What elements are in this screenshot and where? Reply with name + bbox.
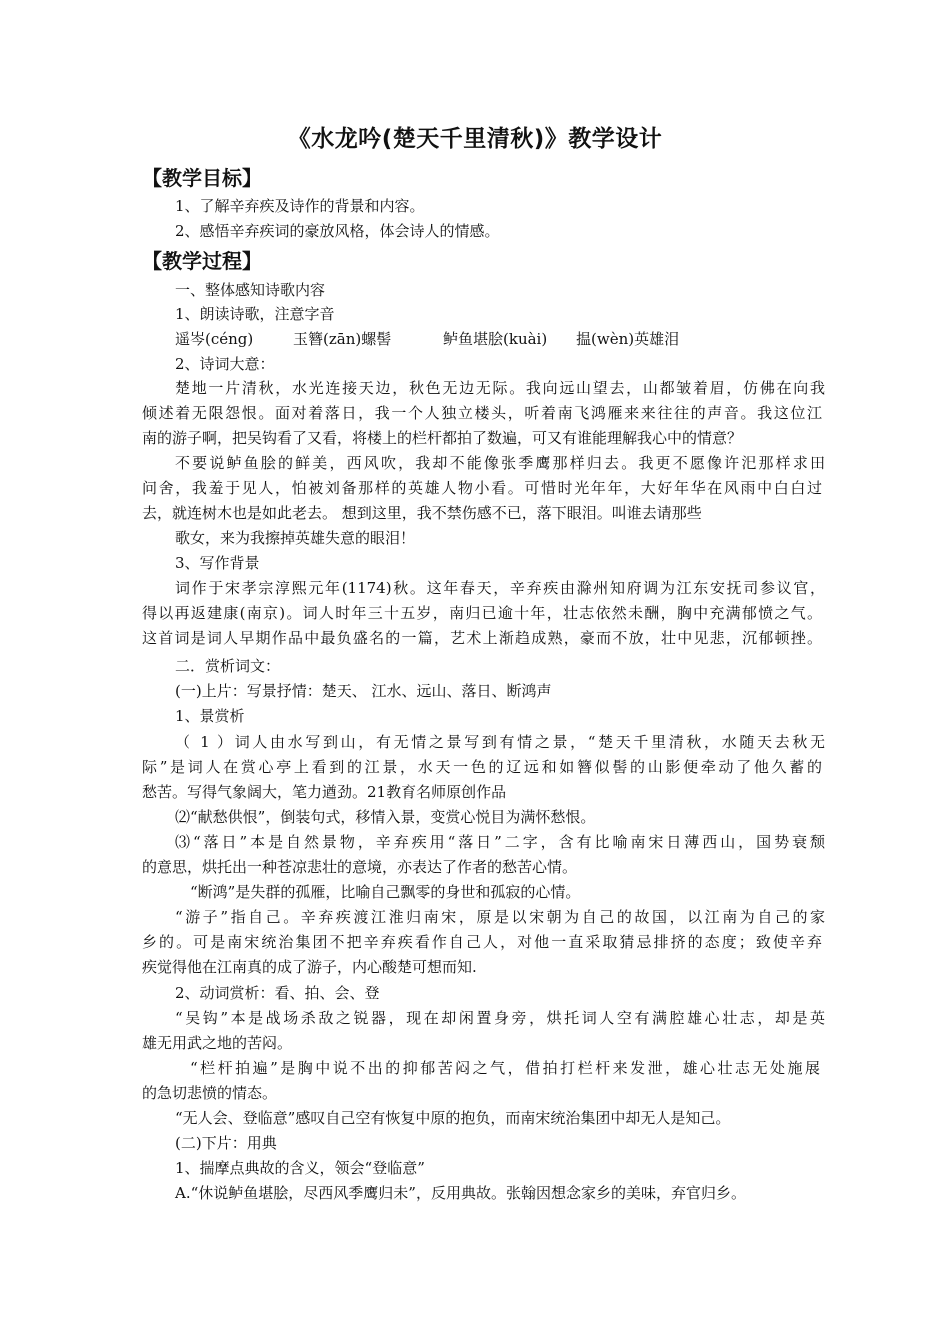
paragraph-line: （ 1 ）词人由水写到山，有无情之景写到有情之景，“楚天千里清秋，水随天去秋无 — [175, 733, 825, 751]
subsection-heading: 1、景赏析 — [175, 707, 245, 725]
pronunciation-line — [175, 328, 825, 350]
paragraph-line: “无人会、登临意”感叹自己空有恢复中原的抱负，而南宋统治集团中却无人是知己。 — [175, 1109, 731, 1127]
paragraph-line: 际”是词人在赏心亭上看到的江景，水天一色的辽远和如簪似髻的山影便牵动了他久蓄的 — [142, 758, 822, 776]
subsection-heading: (一)上片：写景抒情：楚天、 江水、远山、落日、断鸿声 — [175, 682, 552, 700]
subsection-heading: 1、揣摩点典故的含义，领会“登临意” — [175, 1159, 425, 1177]
heading-teaching-goals: 【教学目标】 — [142, 166, 262, 190]
paragraph-line: 不要说鲈鱼脍的鲜美，西风吹，我却不能像张季鹰那样归去。我更不愿像许汜那样求田 — [175, 454, 825, 472]
subsection-heading: 2、动词赏析：看、拍、会、登 — [175, 984, 380, 1002]
paragraph-line: 倾述着无限怨恨。面对着落日，我一个人独立楼头，听着南飞鸿雁来来往往的声音。我这位江 — [142, 404, 822, 422]
paragraph-line: 南的游子啊，把吴钩看了又看，将楼上的栏杆都拍了数遍，可又有谁能理解我心中的情意？ — [142, 429, 743, 447]
paragraph-line: 愁苦。写得气象阔大，笔力遒劲。21教育名师原创作品 — [142, 783, 507, 801]
pronunciation-item: 揾(wèn)英雄泪 — [576, 330, 680, 348]
paragraph-line: ⑵“献愁供恨”，倒装句式，移情入景，变赏心悦目为满怀愁恨。 — [175, 808, 596, 826]
section-heading: 二．赏析词文： — [175, 657, 281, 675]
paragraph-line: “栏杆拍遍”是胸中说不出的抑郁苦闷之气，借拍打栏杆来发泄，雄心壮志无处施展 — [190, 1059, 820, 1077]
paragraph-line: 雄无用武之地的苦闷。 — [142, 1034, 293, 1052]
subsection-heading: 1、朗读诗歌，注意字音 — [175, 305, 335, 323]
subsection-heading: 3、写作背景 — [175, 554, 260, 572]
goal-item: 1、了解辛弃疾及诗作的背景和内容。 — [175, 197, 425, 215]
paragraph-line: ⑶“落日”本是自然景物，辛弃疾用“落日”二字，含有比喻南宋日薄西山，国势衰颓 — [175, 833, 825, 851]
goal-item: 2、感悟辛弃疾词的豪放风格，体会诗人的情感。 — [175, 222, 500, 240]
paragraph-line: “吴钩”本是战场杀敌之锐器，现在却闲置身旁，烘托词人空有满腔雄心壮志，却是英 — [175, 1009, 825, 1027]
paragraph-line: “游子”指自己。辛弃疾渡江淮归南宋，原是以宋朝为自己的故国，以江南为自己的家 — [175, 908, 825, 926]
paragraph-line: A.“休说鲈鱼堪脍，尽西风季鹰归未”，反用典故。张翰因想念家乡的美味，弃官归乡。 — [175, 1184, 746, 1202]
heading-teaching-process: 【教学过程】 — [142, 249, 262, 273]
paragraph-line: 的急切悲愤的情态。 — [142, 1084, 278, 1102]
pronunciation-item: 玉簪(zān)螺髻 — [293, 330, 392, 348]
paragraph-line: 词作于宋孝宗淳熙元年(1174)秋。这年春天，辛弃疾由滁州知府调为江东安抚司参议官， — [175, 579, 825, 597]
paragraph-line: 歌女，来为我擦掉英雄失意的眼泪！ — [175, 529, 416, 547]
document-title: 《水龙吟(楚天千里清秋)》教学设计 — [287, 126, 663, 152]
paragraph-line: 乡的。可是南宋统治集团不把辛弃疾看作自己人，对他一直采取猜忌排挤的态度；致使辛弃 — [142, 933, 822, 951]
pronunciation-item: 遥岑(céng) — [175, 330, 254, 348]
paragraph-line: 去，就连树木也是如此老去。 想到这里，我不禁伤感不已，落下眼泪。叫谁去请那些 — [142, 504, 702, 522]
paragraph-line: 得以再返建康(南京)。词人时年三十五岁，南归已逾十年，壮志依然未酬，胸中充满郁愤之气。 — [142, 604, 822, 622]
paragraph-line: “断鸿”是失群的孤雁，比喻自己飘零的身世和孤寂的心情。 — [190, 883, 581, 901]
paragraph-line: 问舍，我羞于见人，怕被刘备那样的英雄人物小看。可惜时光年年，大好年华在风雨中白白过 — [142, 479, 822, 497]
paragraph-line: 疾觉得他在江南真的成了游子，内心酸楚可想而知. — [142, 958, 477, 976]
subsection-heading: 2、诗词大意： — [175, 355, 275, 373]
paragraph-line: 这首词是词人早期作品中最负盛名的一篇，艺术上渐趋成熟，豪而不放，壮中见悲，沉郁顿挫。 — [142, 629, 822, 647]
subsection-heading: (二)下片：用典 — [175, 1134, 277, 1152]
paragraph-line: 的意思，烘托出一种苍凉悲壮的意境，亦表达了作者的愁苦心情。 — [142, 858, 578, 876]
section-heading: 一、整体感知诗歌内容 — [175, 281, 326, 299]
paragraph-line: 楚地一片清秋，水光连接天边，秋色无边无际。我向远山望去，山都皱着眉，仿佛在向我 — [175, 379, 825, 397]
pronunciation-item: 鲈鱼堪脍(kuài) — [443, 330, 548, 348]
